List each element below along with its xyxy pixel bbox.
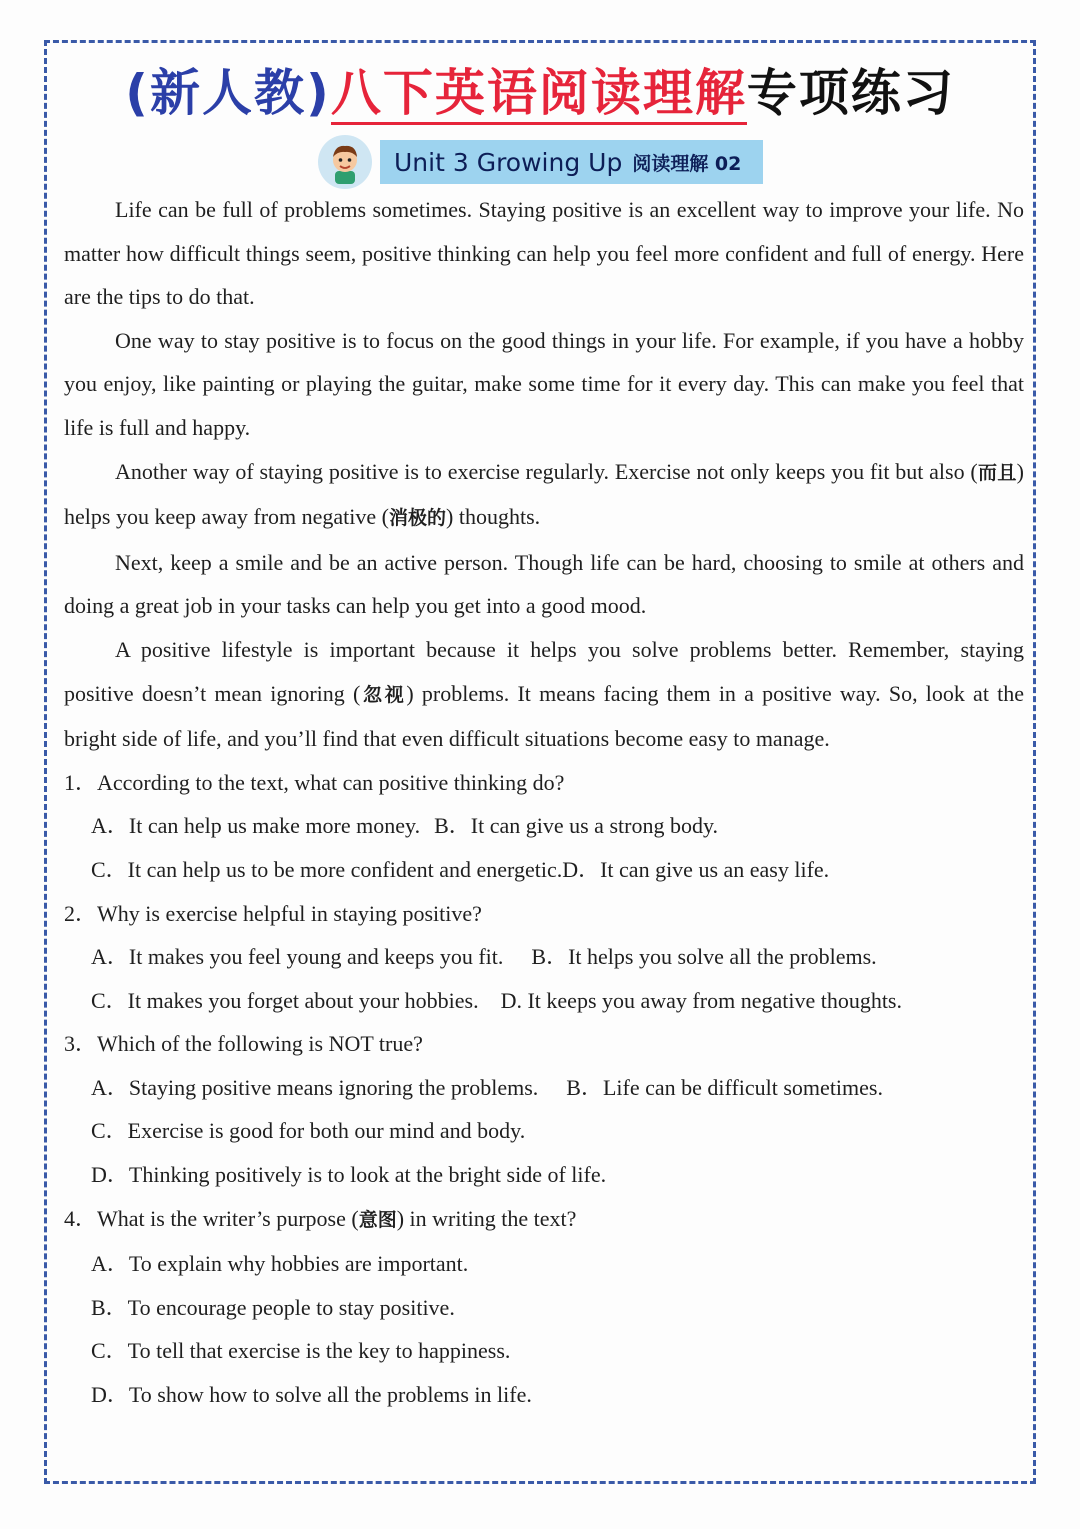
option-b: B．Life can be difficult sometimes.: [566, 1074, 883, 1100]
question-3-option-d: D．Thinking positively is to look at the bright side of life.: [91, 1162, 607, 1188]
question-4-stem: [64, 1197, 1024, 1243]
option-c: C．It makes you forget about your hobbies.: [91, 987, 479, 1013]
unit-badge: [380, 140, 763, 184]
paragraph-text: ) problems. It means facing them in a positive way. So, look at the bright side of life, and you’ll find that even difficult situations become easy to manage.: [64, 680, 1024, 752]
passage-paragraph-2: One way to stay positive is to focus on the good things in your life. For example, if you have a hobby you enjoy, like painting or playing the guitar, make some time for it every day. This can make you feel that life is full and happy.: [64, 327, 1024, 440]
option-b: B．It can give us a strong body.: [434, 813, 719, 839]
option-d: D. It keeps you away from negative thoughts.: [500, 987, 902, 1013]
page-title: [0, 58, 1080, 128]
passage-paragraph-3: [64, 450, 1024, 541]
option-a: A．It makes you feel young and keeps you fit.: [91, 944, 504, 970]
question-1-stem: 1．According to the text, what can positive thinking do?: [64, 769, 565, 795]
title-edition: (新人教): [125, 64, 331, 122]
question-4-option-d: D．To show how to solve all the problems in life.: [91, 1382, 532, 1408]
paragraph-text: Another way of staying positive is to exercise regularly. Exercise not only keeps you fit but also (: [115, 458, 978, 484]
stem-text: 4．What is the writer’s purpose (: [64, 1205, 359, 1231]
question-3-option-c: C．Exercise is good for both our mind and body.: [91, 1118, 526, 1144]
question-2-options-cd: [64, 979, 1024, 1023]
chinese-gloss: 意图: [358, 1208, 397, 1231]
unit-label: Unit 3 Growing Up: [394, 147, 623, 177]
stem-text: ) in writing the text?: [396, 1205, 577, 1231]
option-c: C．It can help us to be more confident and energetic.: [91, 856, 563, 882]
option-a: A．It can help us make more money.: [91, 813, 421, 839]
unit-badge-row: [318, 136, 763, 188]
question-2-stem: 2．Why is exercise helpful in staying positive?: [64, 900, 482, 926]
question-4-option-a: A．To explain why hobbies are important.: [91, 1251, 469, 1277]
passage-paragraph-1: Life can be full of problems sometimes. Staying positive is an excellent way to improve your life. No matter how difficult things seem, positive thinking can help you feel more confident and full of energy. Here are the tips to do that.: [64, 197, 1024, 310]
passage-paragraph-5: [64, 628, 1024, 761]
option-b: B．It helps you solve all the problems.: [531, 944, 877, 970]
chinese-gloss: 消极的: [389, 507, 447, 530]
unit-sub-label: 阅读理解 02: [632, 152, 742, 175]
boy-avatar-icon: [318, 135, 372, 189]
option-a: A．Staying positive means ignoring the problems.: [91, 1074, 539, 1100]
reading-content: [64, 188, 1024, 1417]
paragraph-text: ) helps you keep away from negative (: [64, 458, 1024, 530]
question-4-option-b: B．To encourage people to stay positive.: [91, 1294, 455, 1320]
question-4-option-c: C．To tell that exercise is the key to happiness.: [91, 1338, 511, 1364]
passage-paragraph-4: Next, keep a smile and be an active person. Though life can be hard, choosing to smile at others and doing a great job in your tasks can help you get into a good mood.: [64, 549, 1024, 619]
chinese-gloss: 忽视: [360, 683, 407, 706]
question-3-options-ab: [64, 1066, 1024, 1110]
title-subject: 八下英语阅读理解: [331, 64, 747, 125]
title-practice: 专项练习: [746, 64, 955, 122]
question-1-options-ab: [64, 804, 1024, 848]
question-3-stem: 3．Which of the following is NOT true?: [64, 1031, 423, 1057]
question-1-options-cd: [64, 848, 1024, 892]
chinese-gloss: 而且: [977, 461, 1017, 484]
paragraph-text: ) thoughts.: [446, 504, 541, 530]
option-d: D．It can give us an easy life.: [562, 856, 830, 882]
paragraph-text: A positive lifestyle is important because it helps you solve problems better. Remember, staying positive doesn’t mean ignoring (: [64, 636, 1024, 706]
question-2-options-ab: [64, 935, 1024, 979]
